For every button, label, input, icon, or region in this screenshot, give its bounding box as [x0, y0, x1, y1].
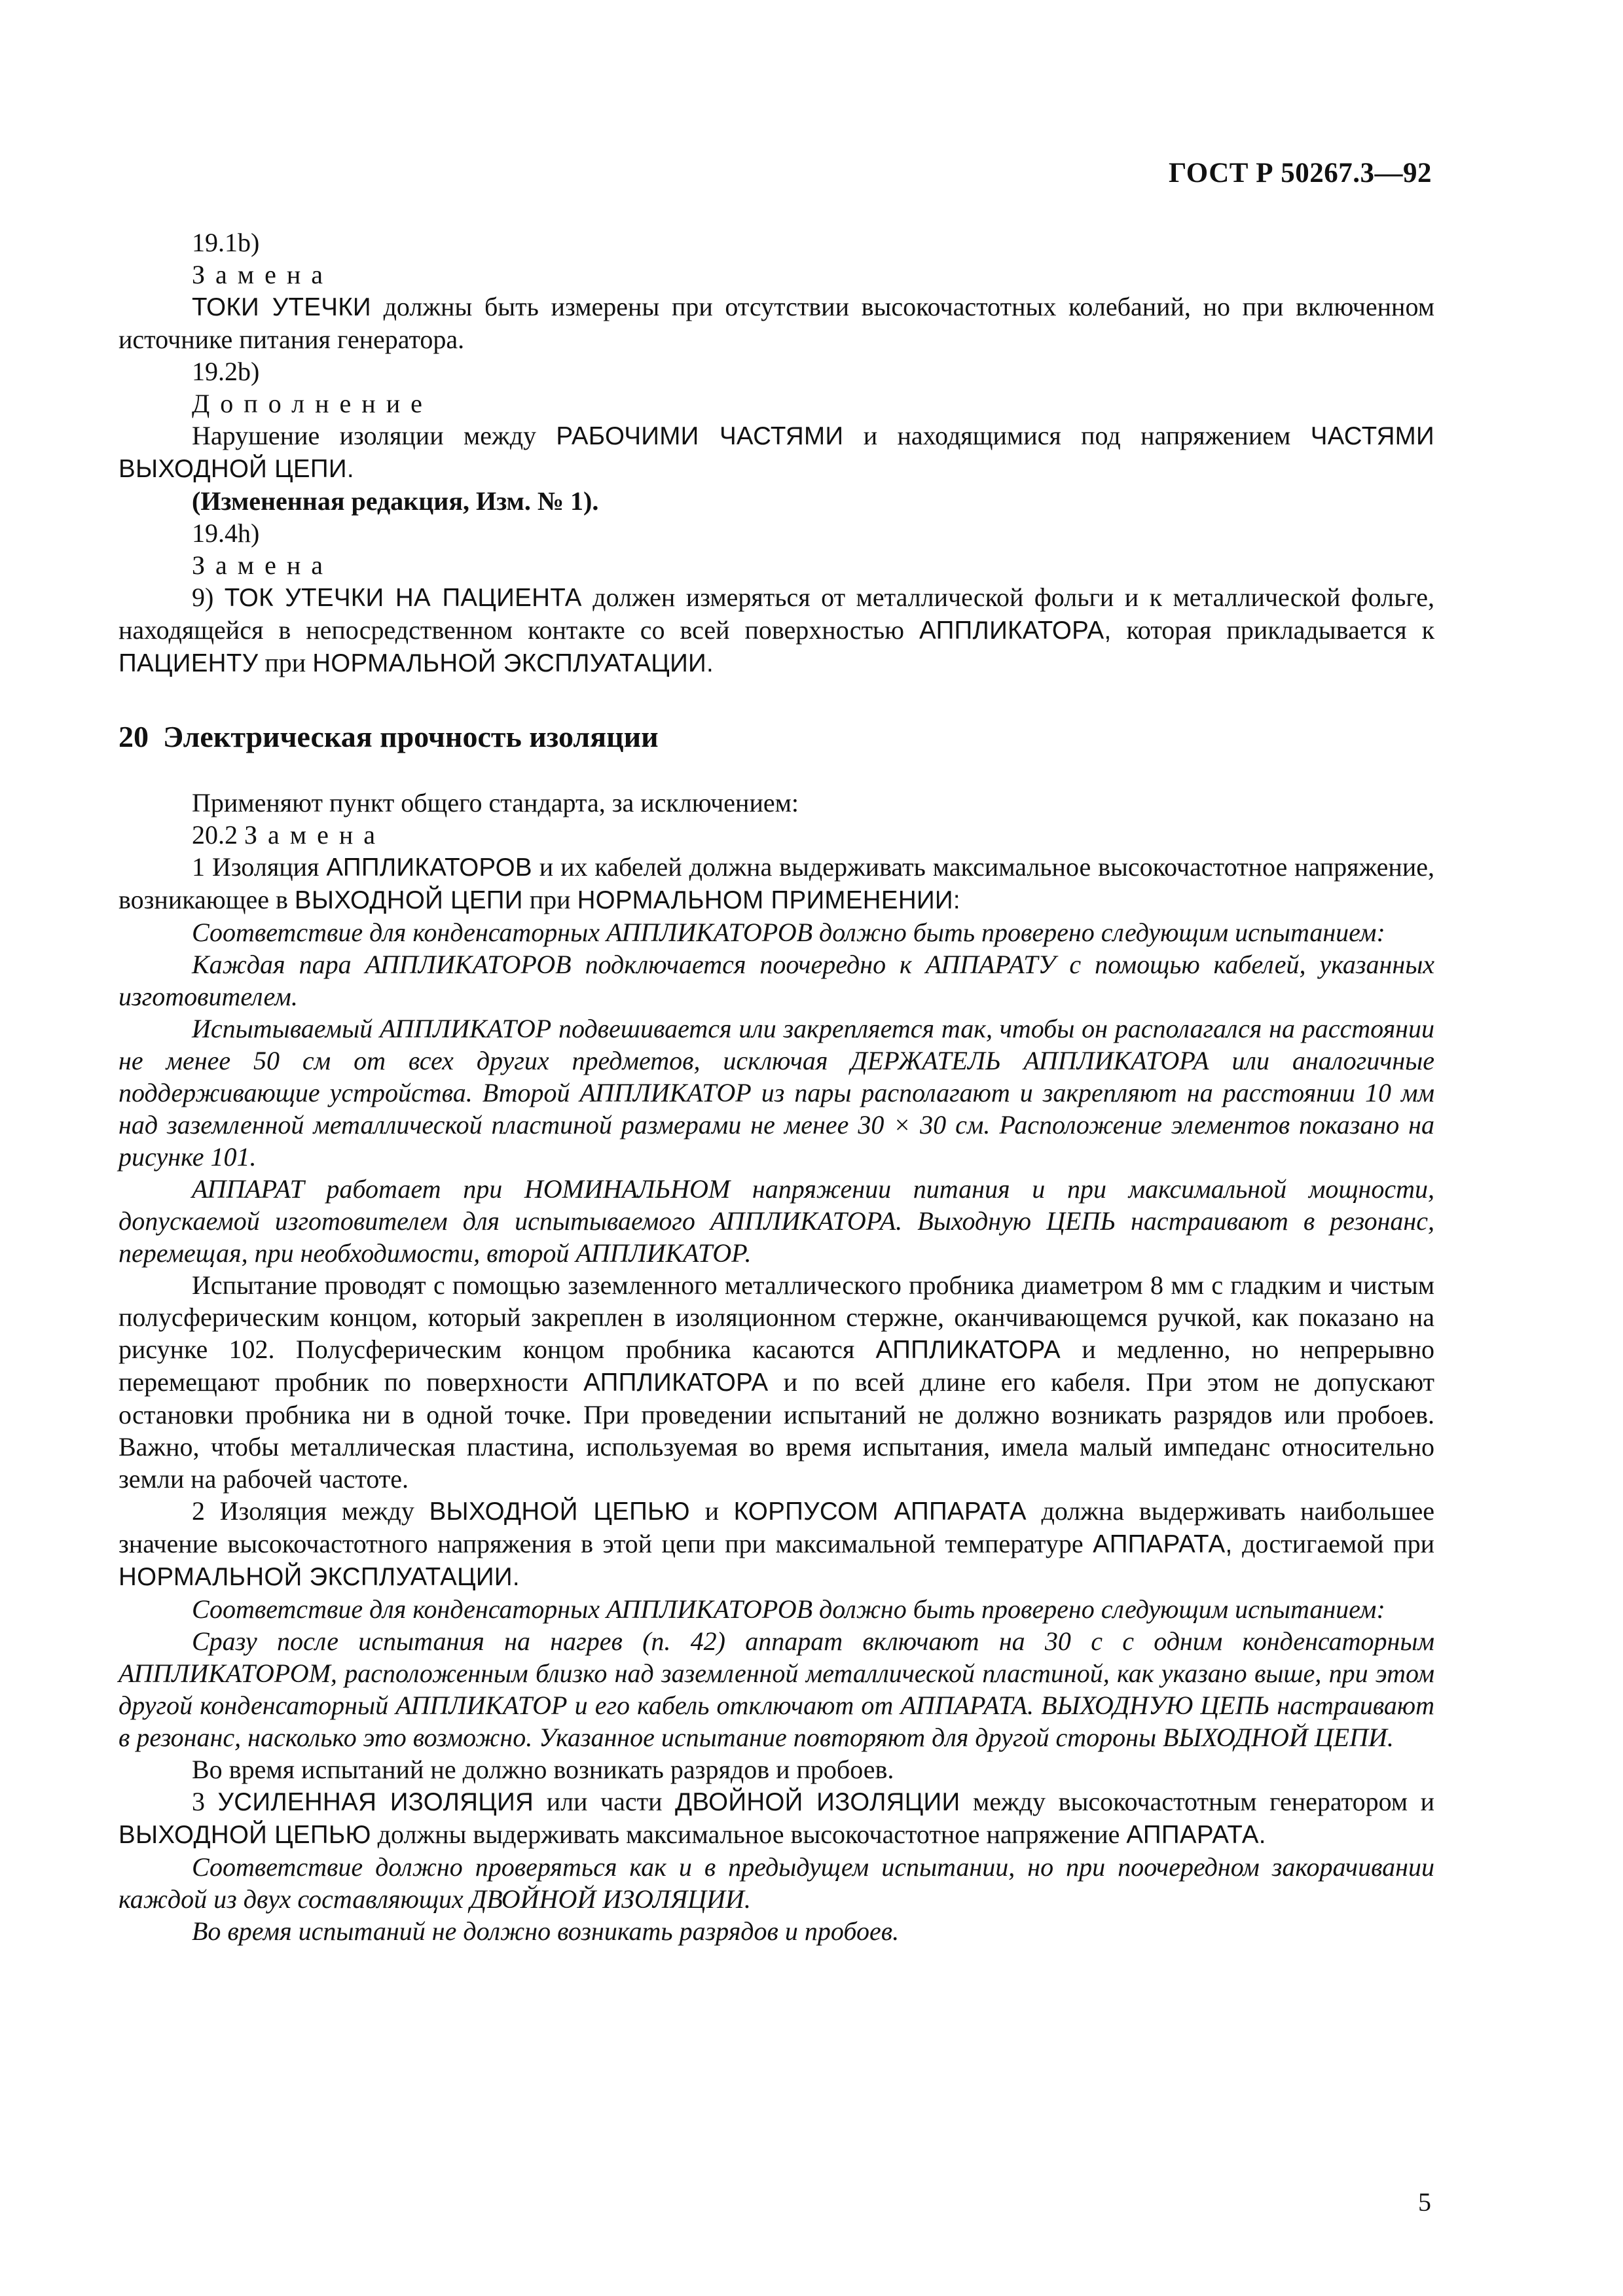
amendment-note: (Измененная редакция, Изм. № 1). — [192, 486, 599, 516]
clause-ref: 19.4h) — [192, 518, 260, 548]
italic-paragraph: Во время испытаний не должно возникать разрядов и пробоев. — [192, 1916, 900, 1946]
section-title: Электрическая прочность изоляции — [163, 720, 659, 753]
paragraph: 9) ТОК УТЕЧКИ НА ПАЦИЕНТА должен измеряться от металлической фольги и к металлической фольге, находящейся в непосредственном контакте со всей поверхностью АППЛИКАТОРА, которая прикладывается к ПАЦИЕНТУ при НОРМАЛЬНОЙ ЭКСПЛУАТАЦИИ. — [119, 583, 1435, 677]
document-id: ГОСТ Р 50267.3—92 — [1168, 158, 1432, 188]
document-body — [119, 226, 1434, 1947]
italic-paragraph: АППАРАТ работает при НОМИНАЛЬНОМ напряжении питания и при максимальной мощности, допускаемой изготовителем для испытываемого АППЛИКАТОРА. Выходную ЦЕПЬ настраивают в резонанс, перемещая, при необходимости, второй АППЛИКАТОР. — [119, 1174, 1435, 1268]
clause-ref: 20.2 Замена — [192, 820, 386, 850]
italic-paragraph: Соответствие для конденсаторных АППЛИКАТОРОВ должно быть проверено следующим испытанием: — [192, 1594, 1385, 1624]
clause-ref: 19.1b) — [192, 228, 260, 257]
italic-paragraph: Каждая пара АППЛИКАТОРОВ подключается поочередно к АППАРАТУ с помощью кабелей, указанных изготовителем. — [119, 950, 1435, 1011]
clause-ref: 19.2b) — [192, 357, 260, 386]
italic-paragraph: Соответствие должно проверяться как и в предыдущем испытании, но при поочередном закорачивании каждой из двух составляющих ДВОЙНОЙ ИЗОЛЯЦИИ. — [119, 1852, 1434, 1914]
paragraph: Применяют пункт общего стандарта, за исключением: — [192, 788, 799, 817]
page-number: 5 — [1418, 2187, 1431, 2217]
italic-paragraph: Испытываемый АППЛИКАТОР подвешивается или закрепляется так, чтобы он располагался на расстоянии не менее 50 см от всех других предметов, исключая ДЕРЖАТЕЛЬ АППЛИКАТОРА или аналогичные поддерживающие устройства. Второй АППЛИКАТОР из пары располагают и закрепляют на расстоянии 10 мм над заземленной металлической пластиной размерами не менее 30 × 30 см. Расположение элементов показано на рисунке 101. — [119, 1014, 1435, 1172]
clause-type: Дополнение — [192, 389, 433, 418]
clause-type: Замена — [192, 550, 334, 580]
paragraph: 1 Изоляция АППЛИКАТОРОВ и их кабелей должна выдерживать максимальное высокочастотное напряжение, возникающее в ВЫХОДНОЙ ЦЕПИ при НОРМАЛЬНОМ ПРИМЕНЕНИИ: — [119, 852, 1434, 914]
section-heading — [119, 719, 1434, 755]
paragraph: 3 УСИЛЕННАЯ ИЗОЛЯЦИЯ или части ДВОЙНОЙ ИЗОЛЯЦИИ между высокочастотным генератором и ВЫХОДНОЙ ЦЕПЬЮ должны выдерживать максимальное высокочастотное напряжение АППАРАТА. — [119, 1787, 1435, 1849]
italic-paragraph: Сразу после испытания на нагрев (п. 42) аппарат включают на 30 с с одним конденсаторным АППЛИКАТОРОМ, расположенным близко над заземленной металлической пластиной, как указано выше, при этом другой конденсаторный АППЛИКАТОР и его кабель отключают от АППАРАТА. ВЫХОДНУЮ ЦЕПЬ настраивают в резонанс, насколько это возможно. Указанное испытание повторяют для другой стороны ВЫХОДНОЙ ЦЕПИ. — [119, 1626, 1435, 1752]
italic-paragraph: Соответствие для конденсаторных АППЛИКАТОРОВ должно быть проверено следующим испытанием: — [192, 918, 1385, 947]
paragraph: Испытание проводят с помощью заземленного металлического пробника диаметром 8 мм с гладким и чистым полусферическим концом, который закреплен в изоляционном стержне, оканчивающемся ручкой, как показано на рисунке 102. Полусферическим концом пробника касаются АППЛИКАТОРА и медленно, но непрерывно перемещают пробник по поверхности АППЛИКАТОРА и по всей длине его кабеля. При этом не допускают остановки пробника ни в одной точке. При проведении испытаний не должно возникать разрядов или пробоев. Важно, чтобы металлическая пластина, используемая во время испытания, имела малый импеданс относительно земли на рабочей частоте. — [119, 1270, 1435, 1494]
section-number: 20 — [119, 720, 149, 753]
paragraph: ТОКИ УТЕЧКИ должны быть измерены при отсутствии высокочастотных колебаний, но при включенном источнике питания генератора. — [119, 292, 1435, 354]
clause-type: Замена — [192, 260, 334, 289]
paragraph: Нарушение изоляции между РАБОЧИМИ ЧАСТЯМИ и находящимися под напряжением ЧАСТЯМИ ВЫХОДНОЙ ЦЕПИ. — [119, 421, 1435, 483]
paragraph: Во время испытаний не должно возникать разрядов и пробоев. — [192, 1755, 894, 1784]
paragraph: 2 Изоляция между ВЫХОДНОЙ ЦЕПЬЮ и КОРПУСОМ АППАРАТА должна выдерживать наибольшее значение высокочастотного напряжения в этой цепи при максимальной температуре АППАРАТА, достигаемой при НОРМАЛЬНОЙ ЭКСПЛУАТАЦИИ. — [119, 1496, 1435, 1591]
